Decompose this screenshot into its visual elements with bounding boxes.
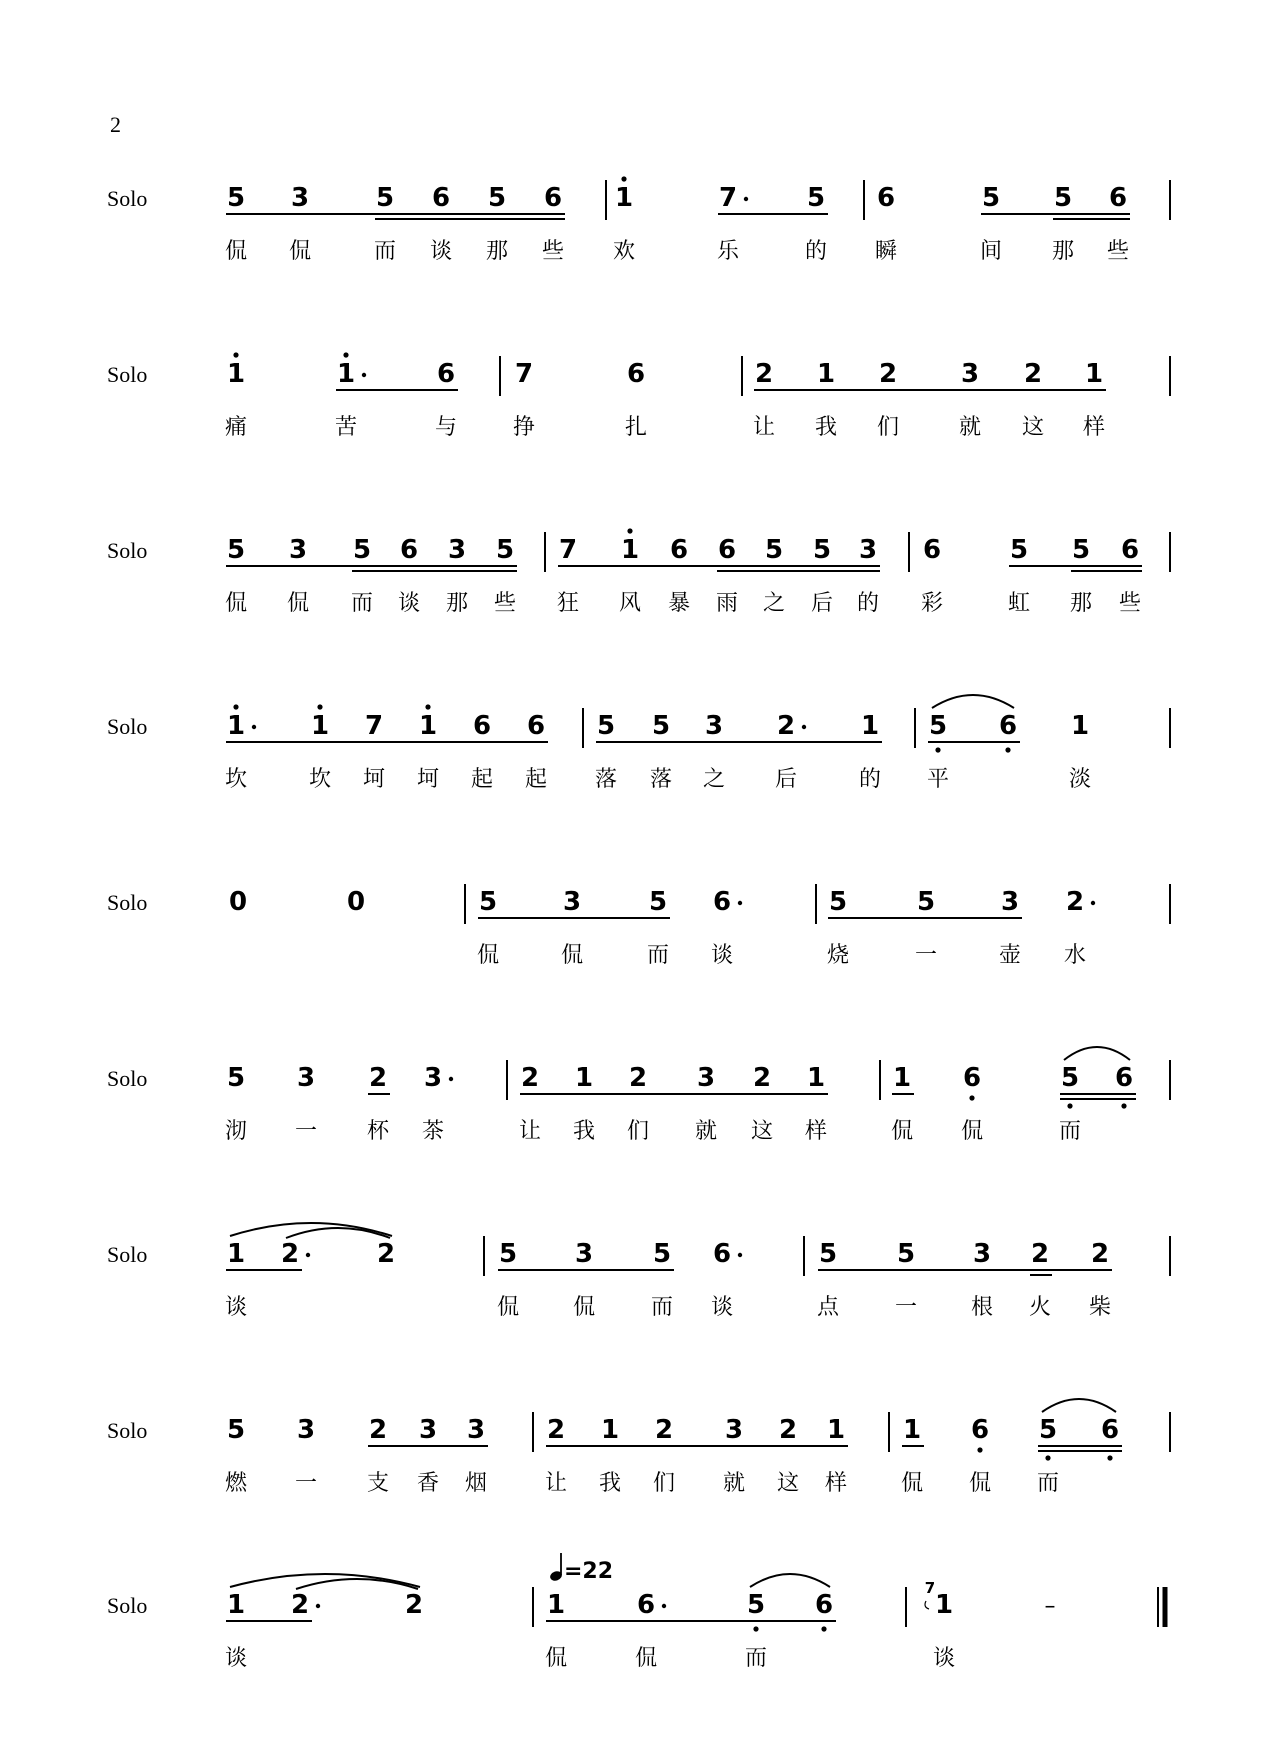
note-1: 1 [226, 711, 246, 741]
note-5: 5 [981, 183, 1001, 213]
slur [1042, 1399, 1116, 1412]
lyric-syllable: 柴 [1088, 1295, 1112, 1320]
slur [750, 1574, 830, 1587]
lyric-syllable: 坎 [308, 767, 332, 792]
augmentation-dot [738, 1253, 742, 1257]
note-6: 6 [669, 535, 689, 565]
lyric-syllable: 些 [1118, 591, 1142, 616]
note-2: 2 [404, 1590, 424, 1620]
note-3: 3 [704, 711, 724, 741]
lyric-syllable: 我 [814, 415, 838, 440]
lyric-syllable: 坷 [416, 767, 440, 792]
note-5: 5 [226, 535, 246, 565]
octave-down-dot [821, 1626, 826, 1631]
note-3: 3 [696, 1063, 716, 1093]
lyric-syllable: 侃 [496, 1295, 520, 1320]
note-2: 2 [778, 1415, 798, 1445]
note-2: 2 [1065, 887, 1085, 917]
note-1: 1 [574, 1063, 594, 1093]
lyric-syllable: 那 [1051, 239, 1075, 264]
system-5 [107, 884, 1170, 968]
lyric-syllable: 让 [544, 1471, 568, 1496]
note-1: 1 [1070, 711, 1090, 741]
lyric-syllable: 样 [824, 1471, 848, 1496]
note-3: 3 [960, 359, 980, 389]
note-0: 0 [346, 887, 366, 917]
note-2: 2 [1023, 359, 1043, 389]
lyric-syllable: 侃 [286, 591, 310, 616]
note-2: 2 [654, 1415, 674, 1445]
lyric-syllable: 侃 [968, 1471, 992, 1496]
note-5: 5 [806, 183, 826, 213]
lyric-syllable: 谈 [932, 1646, 956, 1671]
lyric-syllable: 而 [350, 591, 374, 616]
lyric-syllable: 这 [1021, 415, 1045, 440]
note-5: 5 [596, 711, 616, 741]
lyric-syllable: 谈 [710, 943, 734, 968]
note-6: 6 [626, 359, 646, 389]
lyric-syllable: 就 [722, 1471, 746, 1496]
lyric-syllable: 燃 [224, 1471, 248, 1496]
note-5: 5 [896, 1239, 916, 1269]
lyric-syllable: 的 [858, 767, 882, 792]
lyric-syllable: 样 [1082, 415, 1106, 440]
lyric-syllable: 让 [752, 415, 776, 440]
lyric-syllable: 一 [294, 1119, 318, 1144]
augmentation-dot [252, 725, 256, 729]
lyric-syllable: 们 [652, 1471, 676, 1496]
slur [286, 1228, 390, 1238]
augmentation-dot [662, 1604, 666, 1608]
lyric-syllable: 支 [366, 1471, 390, 1496]
note-6: 6 [712, 1239, 732, 1269]
lyric-syllable: 茶 [421, 1119, 445, 1144]
part-label: Solo [107, 1066, 148, 1091]
lyric-syllable: 根 [970, 1295, 994, 1320]
lyric-syllable: 这 [776, 1471, 800, 1496]
note-5: 5 [1038, 1415, 1058, 1445]
lyric-syllable: 那 [1069, 591, 1093, 616]
augmentation-dot [316, 1604, 320, 1608]
note-5: 5 [226, 1063, 246, 1093]
lyric-syllable: 些 [1106, 239, 1130, 264]
lyric-syllable: 水 [1063, 943, 1087, 968]
note-2: 2 [776, 711, 796, 741]
note-1: 1 [418, 711, 438, 741]
lyric-syllable: 让 [518, 1119, 542, 1144]
note-3: 3 [466, 1415, 486, 1445]
note-5: 5 [1053, 183, 1073, 213]
note-3: 3 [296, 1415, 316, 1445]
note-5: 5 [352, 535, 372, 565]
lyric-syllable: 平 [926, 767, 950, 792]
note-3: 3 [296, 1063, 316, 1093]
note-5: 5 [1009, 535, 1029, 565]
lyric-syllable: 彩 [920, 591, 944, 616]
note-2: 2 [546, 1415, 566, 1445]
note-2: 2 [754, 359, 774, 389]
tempo-mark [549, 1553, 613, 1584]
system-9 [107, 1574, 1165, 1671]
note-1: 1 [860, 711, 880, 741]
note-5: 5 [828, 887, 848, 917]
note-6: 6 [1120, 535, 1140, 565]
note-6: 6 [431, 183, 451, 213]
note-6: 6 [526, 711, 546, 741]
note-5: 5 [1071, 535, 1091, 565]
note-6: 6 [712, 887, 732, 917]
note-2: 2 [628, 1063, 648, 1093]
lyric-syllable: 瞬 [874, 239, 898, 264]
note-6: 6 [436, 359, 456, 389]
lyric-syllable: 谈 [397, 591, 421, 616]
lyric-syllable: 侃 [572, 1295, 596, 1320]
lyric-syllable: 而 [1036, 1471, 1060, 1496]
slur [230, 1574, 420, 1587]
note-1: 1 [816, 359, 836, 389]
note-6: 6 [1100, 1415, 1120, 1445]
note-5: 5 [916, 887, 936, 917]
note-2: 2 [1030, 1239, 1050, 1269]
lyric-syllable: 而 [744, 1646, 768, 1671]
system-4 [107, 695, 1170, 792]
lyric-syllable: 狂 [556, 591, 580, 616]
lyric-syllable: 些 [541, 239, 565, 264]
lyric-syllable: 而 [650, 1295, 674, 1320]
lyric-syllable: 壶 [998, 943, 1022, 968]
note-1: 1 [336, 359, 356, 389]
note-3: 3 [288, 535, 308, 565]
lyric-syllable: 一 [914, 943, 938, 968]
page-number: 2 [110, 112, 121, 137]
lyric-syllable: 之 [702, 767, 726, 792]
note-6: 6 [998, 711, 1018, 741]
note-1: 1 [226, 1239, 246, 1269]
lyric-syllable: 而 [373, 239, 397, 264]
note-5: 5 [1060, 1063, 1080, 1093]
lyric-syllable: 香 [416, 1471, 440, 1496]
grace-slur [925, 1601, 929, 1609]
octave-down-dot [1107, 1455, 1112, 1460]
lyric-syllable: 火 [1028, 1295, 1052, 1320]
lyric-syllable: 就 [694, 1119, 718, 1144]
octave-up-dot [425, 704, 430, 709]
lyric-syllable: 我 [572, 1119, 596, 1144]
lyric-syllable: 就 [958, 415, 982, 440]
note-5: 5 [487, 183, 507, 213]
note-5: 5 [495, 535, 515, 565]
slur [296, 1579, 418, 1589]
note-5: 5 [375, 183, 395, 213]
octave-up-dot [233, 704, 238, 709]
lyric-syllable: 我 [598, 1471, 622, 1496]
system-6 [107, 1047, 1170, 1144]
augmentation-dot [802, 725, 806, 729]
lyric-syllable: 起 [524, 767, 548, 792]
note-1: 1 [310, 711, 330, 741]
system-3 [107, 528, 1170, 616]
note-5: 5 [764, 535, 784, 565]
note-6: 6 [962, 1063, 982, 1093]
augmentation-dot [362, 373, 366, 377]
lyric-syllable: 侃 [224, 239, 248, 264]
note-5: 5 [226, 183, 246, 213]
lyric-syllable: 欢 [612, 239, 636, 264]
note-2: 2 [368, 1415, 388, 1445]
lyric-syllable: 的 [804, 239, 828, 264]
note-5: 5 [818, 1239, 838, 1269]
system-8 [107, 1399, 1170, 1496]
note-2: 2 [752, 1063, 772, 1093]
lyric-syllable: 乐 [716, 239, 740, 264]
octave-down-dot [1067, 1103, 1072, 1108]
note-5: 5 [498, 1239, 518, 1269]
note-6: 6 [970, 1415, 990, 1445]
lyric-syllable: 后 [810, 591, 834, 616]
lyric-syllable: 之 [762, 591, 786, 616]
system-1 [107, 176, 1170, 264]
note-1: 1 [614, 183, 634, 213]
octave-down-dot [935, 747, 940, 752]
lyric-syllable: 烧 [826, 943, 850, 968]
note-5: 5 [746, 1590, 766, 1620]
lyric-syllable: 侃 [960, 1119, 984, 1144]
tempo-value: =22 [564, 1559, 614, 1584]
part-label: Solo [107, 1242, 148, 1267]
note-7: 7 [364, 711, 384, 741]
note-5: 5 [651, 711, 671, 741]
slur [932, 695, 1014, 708]
part-label: Solo [107, 1593, 148, 1618]
note-2: 2 [280, 1239, 300, 1269]
part-label: Solo [107, 538, 148, 563]
lyric-syllable: 侃 [288, 239, 312, 264]
note-1: 1 [892, 1063, 912, 1093]
lyric-syllable: 而 [1058, 1119, 1082, 1144]
note-6: 6 [1114, 1063, 1134, 1093]
lyric-syllable: 与 [434, 415, 458, 440]
augmentation-dot [449, 1077, 453, 1081]
note-3: 3 [858, 535, 878, 565]
lyric-syllable: 坎 [224, 767, 248, 792]
lyric-syllable: 苦 [334, 415, 358, 440]
note-1: 1 [620, 535, 640, 565]
note-1: 1 [826, 1415, 846, 1445]
lyric-syllable: 沏 [224, 1119, 248, 1144]
sustain-dash: – [1044, 1594, 1056, 1619]
lyric-syllable: 些 [493, 591, 517, 616]
lyric-syllable: 点 [816, 1295, 840, 1320]
octave-down-dot [753, 1626, 758, 1631]
octave-down-dot [977, 1447, 982, 1452]
note-7: 7 [558, 535, 578, 565]
note-3: 3 [447, 535, 467, 565]
lyric-syllable: 虹 [1007, 591, 1031, 616]
lyric-syllable: 一 [294, 1471, 318, 1496]
note-6: 6 [636, 1590, 656, 1620]
note-2: 2 [368, 1063, 388, 1093]
octave-down-dot [1121, 1103, 1126, 1108]
lyric-syllable: 侃 [890, 1119, 914, 1144]
note-6: 6 [1108, 183, 1128, 213]
note-5: 5 [478, 887, 498, 917]
note-3: 3 [724, 1415, 744, 1445]
part-label: Solo [107, 1418, 148, 1443]
lyric-syllable: 一 [894, 1295, 918, 1320]
lyric-syllable: 淡 [1068, 767, 1092, 792]
lyric-syllable: 谈 [710, 1295, 734, 1320]
octave-up-dot [317, 704, 322, 709]
lyric-syllable: 后 [774, 767, 798, 792]
octave-down-dot [969, 1095, 974, 1100]
system-2 [107, 352, 1170, 440]
note-7: 7 [514, 359, 534, 389]
lyric-syllable: 痛 [224, 415, 248, 440]
note-1: 1 [226, 1590, 246, 1620]
part-label: Solo [107, 362, 148, 387]
lyric-syllable: 们 [626, 1119, 650, 1144]
lyric-syllable: 烟 [464, 1471, 488, 1496]
lyric-syllable: 谈 [429, 239, 453, 264]
note-2: 2 [290, 1590, 310, 1620]
lyric-syllable: 起 [470, 767, 494, 792]
note-3: 3 [418, 1415, 438, 1445]
octave-down-dot [1045, 1455, 1050, 1460]
note-6: 6 [814, 1590, 834, 1620]
note-2: 2 [1090, 1239, 1110, 1269]
lyric-syllable: 的 [856, 591, 880, 616]
lyric-syllable: 谈 [224, 1646, 248, 1671]
octave-up-dot [627, 528, 632, 533]
note-1: 1 [226, 359, 246, 389]
note-3: 3 [972, 1239, 992, 1269]
augmentation-dot [1091, 901, 1095, 905]
note-3: 3 [423, 1063, 443, 1093]
note-6: 6 [876, 183, 896, 213]
note-6: 6 [399, 535, 419, 565]
note-2: 2 [520, 1063, 540, 1093]
lyric-syllable: 杯 [366, 1119, 390, 1144]
note-3: 3 [290, 183, 310, 213]
note-1: 1 [902, 1415, 922, 1445]
lyric-syllable: 落 [649, 767, 673, 792]
note-2: 2 [376, 1239, 396, 1269]
lyric-syllable: 们 [876, 415, 900, 440]
lyric-syllable: 谈 [224, 1295, 248, 1320]
part-label: Solo [107, 186, 148, 211]
slur [1064, 1047, 1130, 1060]
note-6: 6 [717, 535, 737, 565]
octave-up-dot [343, 352, 348, 357]
lyric-syllable: 风 [618, 591, 642, 616]
note-6: 6 [922, 535, 942, 565]
part-label: Solo [107, 890, 148, 915]
lyric-syllable: 那 [485, 239, 509, 264]
note-1: 1 [1084, 359, 1104, 389]
slur [230, 1223, 392, 1236]
lyric-syllable: 落 [594, 767, 618, 792]
note-2: 2 [878, 359, 898, 389]
note-1: 1 [934, 1590, 954, 1620]
lyric-syllable: 侃 [224, 591, 248, 616]
note-1: 1 [806, 1063, 826, 1093]
note-7: 7 [718, 183, 738, 213]
note-3: 3 [574, 1239, 594, 1269]
lyric-syllable: 侃 [560, 943, 584, 968]
lyric-syllable: 扎 [624, 415, 648, 440]
lyric-syllable: 暴 [667, 591, 691, 616]
note-5: 5 [652, 1239, 672, 1269]
augmentation-dot [738, 901, 742, 905]
lyric-syllable: 侃 [634, 1646, 658, 1671]
note-5: 5 [226, 1415, 246, 1445]
lyric-syllable: 间 [979, 239, 1003, 264]
lyric-syllable: 雨 [715, 591, 739, 616]
note-3: 3 [1000, 887, 1020, 917]
lyric-syllable: 侃 [544, 1646, 568, 1671]
augmentation-dot [744, 197, 748, 201]
grace-note-7: 7 [924, 1579, 936, 1597]
lyric-syllable: 侃 [476, 943, 500, 968]
note-3: 3 [562, 887, 582, 917]
octave-up-dot [621, 176, 626, 181]
lyric-syllable: 侃 [900, 1471, 924, 1496]
part-label: Solo [107, 714, 148, 739]
lyric-syllable: 样 [804, 1119, 828, 1144]
lyric-syllable: 而 [646, 943, 670, 968]
note-5: 5 [812, 535, 832, 565]
octave-up-dot [233, 352, 238, 357]
lyric-syllable: 挣 [512, 415, 536, 440]
augmentation-dot [306, 1253, 310, 1257]
note-0: 0 [228, 887, 248, 917]
note-6: 6 [472, 711, 492, 741]
lyric-syllable: 那 [445, 591, 469, 616]
lyric-syllable: 坷 [362, 767, 386, 792]
system-7 [107, 1223, 1170, 1320]
note-5: 5 [648, 887, 668, 917]
note-1: 1 [546, 1590, 566, 1620]
note-5: 5 [928, 711, 948, 741]
note-1: 1 [600, 1415, 620, 1445]
lyric-syllable: 这 [750, 1119, 774, 1144]
note-6: 6 [543, 183, 563, 213]
octave-down-dot [1005, 747, 1010, 752]
